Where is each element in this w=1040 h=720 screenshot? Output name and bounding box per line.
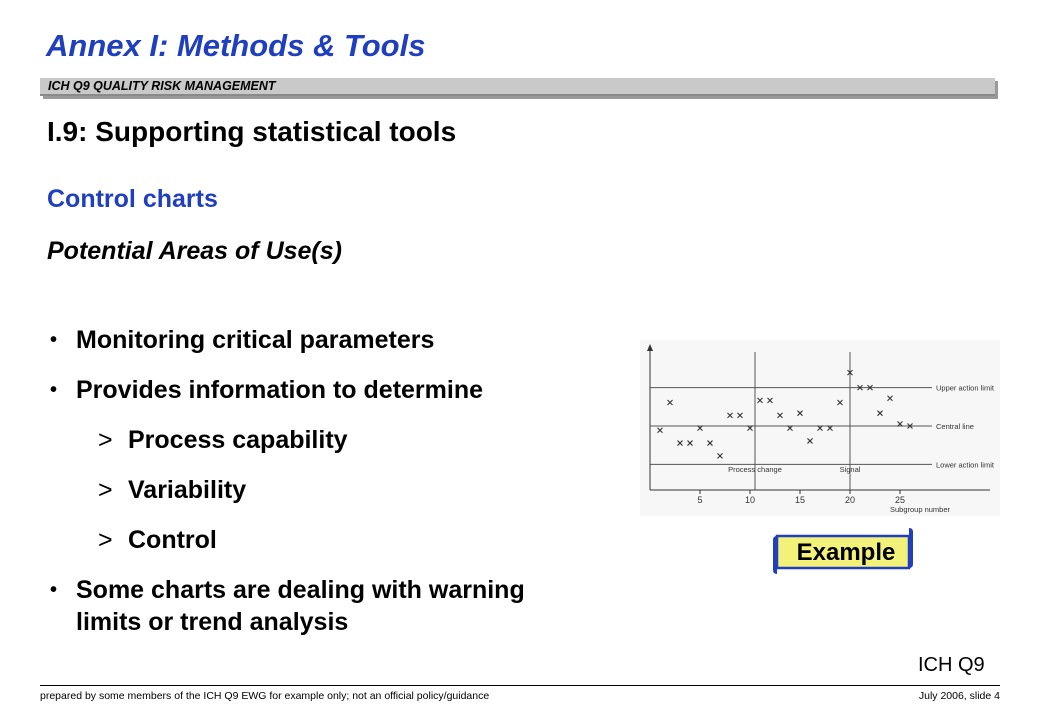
x-tick-label: 5 <box>697 495 703 505</box>
x-tick-label: 15 <box>794 495 806 505</box>
x-tick-label: 25 <box>894 495 906 505</box>
bullet-mark: • <box>50 379 58 401</box>
bullet-monitoring <box>50 324 434 356</box>
sub-bullet-text: Process capability <box>128 426 348 454</box>
annotation-label: Process change <box>728 465 782 474</box>
bullet-text: Some charts are dealing with warning limits or trend analysis <box>76 576 525 636</box>
sub-bullet-text: Variability <box>128 476 247 504</box>
sub-bullet-process-capability <box>98 424 348 456</box>
bullet-provides-info <box>50 374 483 406</box>
bullet-text: Provides information to determine <box>76 376 484 404</box>
bullet-warning-limits <box>50 574 570 638</box>
areas-heading: Potential Areas of Use(s) <box>47 237 342 265</box>
badge-left-curl <box>773 536 777 574</box>
x-tick-label: 10 <box>744 495 756 505</box>
footer-disclaimer: prepared by some members of the ICH Q9 EWG for example only; not an official policy/guidance <box>40 690 490 702</box>
sub-bullet-mark: > <box>98 426 113 454</box>
bullet-mark: • <box>50 329 58 351</box>
sub-bullet-control <box>98 524 217 556</box>
reference-line-label: Lower action limit <box>936 460 994 470</box>
reference-line-label: Upper action limit <box>936 383 994 393</box>
sub-bullet-variability <box>98 474 246 506</box>
x-tick-label: 20 <box>844 495 856 505</box>
header-banner-text: ICH Q9 QUALITY RISK MANAGEMENT <box>48 79 276 93</box>
reference-line-label: Central line <box>936 422 974 431</box>
bullet-text: Monitoring critical parameters <box>76 326 435 354</box>
annotation-label: Signal <box>839 465 861 474</box>
control-chart-svg <box>640 340 1000 516</box>
footer-divider <box>40 685 1000 686</box>
annex-title: Annex I: Methods & Tools <box>46 28 426 63</box>
footer-slide-info: July 2006, slide 4 <box>918 690 1000 702</box>
section-subtitle: Control charts <box>47 185 218 213</box>
sub-bullet-mark: > <box>98 476 113 504</box>
control-chart <box>640 340 1000 516</box>
example-badge-label: Example <box>796 539 896 566</box>
x-axis-label: Subgroup number <box>889 505 951 514</box>
sub-bullet-text: Control <box>128 526 217 554</box>
footer-brand: ICH Q9 <box>918 654 985 676</box>
bullet-mark: • <box>50 579 58 601</box>
section-title: I.9: Supporting statistical tools <box>47 116 457 147</box>
sub-bullet-mark: > <box>98 526 113 554</box>
